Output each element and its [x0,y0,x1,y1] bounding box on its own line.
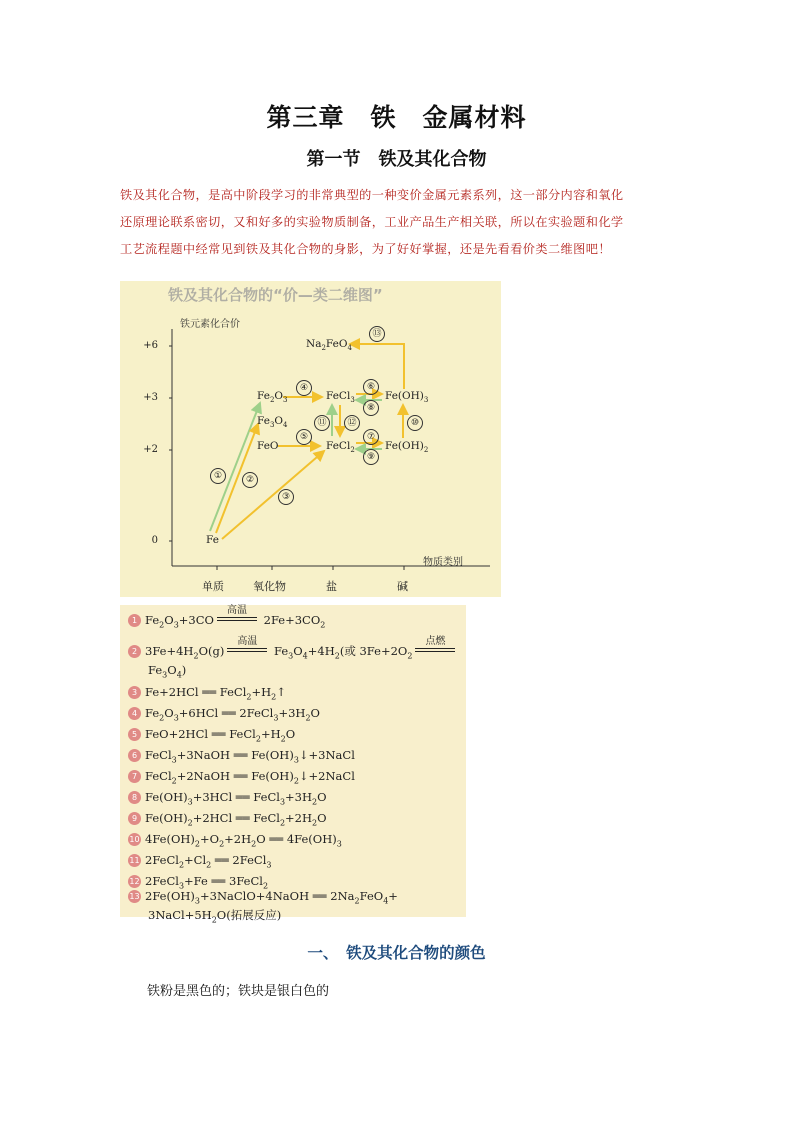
x-tick: 单质 [202,580,224,593]
reaction-number: ① [210,468,226,484]
reaction-number: ⑤ [296,429,312,445]
equation-number-badge: 5 [128,728,141,741]
reaction-condition: 点燃 [415,644,455,658]
species-fe3o4: $Fe_3O_4$ [257,415,288,430]
section-heading: 一、 铁及其化合物的颜色 [307,944,486,962]
species-fecl3: FeCl$_3$ [326,390,355,405]
reaction-number: ⑩ [407,415,423,431]
reaction-number: ⑫ [344,415,360,431]
equation-line: 10 $4Fe(OH)_2+O_2+2H_2O$ ══ $4Fe(OH)_3$ [129,832,342,849]
reaction-number: ② [242,472,258,488]
section-subtitle: 第一节 铁及其化合物 [306,149,487,170]
reaction-number: ⑥ [363,379,379,395]
equation-line: 4 $Fe_2O_3+6HCl$ ══ $2FeCl_3+3H_2O$ [128,706,320,722]
equation-line: 13 $2Fe(OH)_3+3NaClO+4NaOH$ ══ $2Na_2FeO_4+$ [129,889,398,906]
reaction-number: ⑬ [369,326,385,342]
intro-line: 工艺流程题中经常见到铁及其化合物的身影，为了好好掌握，还是先看看价类二维图吧！ [120,242,611,256]
x-tick: 碱 [397,580,408,593]
y-tick: +3 [143,392,158,403]
intro-line: 还原理论联系密切，又和好多的实验物质制备，工业产品生产相关联，所以在实验题和化学 [120,215,624,229]
reaction-condition: 高温 [227,644,267,658]
species-fe2o3: $Fe_2O_3$ [257,390,288,405]
equations-panel [120,605,466,925]
reaction-number: ⑧ [363,400,379,416]
diagram-title: 铁及其化合物的“价—类二维图” [168,286,383,304]
reaction-number: ④ [296,380,312,396]
species-feoh2: $Fe(OH)_2$ [385,440,429,455]
equation-line: 7 FeCl$_2$+2NaOH ══ $Fe(OH)_2↓+2NaCl$ [128,769,355,785]
x-axis-label: 物质类别 [423,557,463,568]
equation-number-badge: 11 [129,856,140,865]
equation-number-badge: 9 [128,812,141,825]
equation-line: 3 Fe+2HCl ══ $FeCl_2+H_2↑$ [128,685,286,701]
equation-line: 2 $3Fe+4H_2O(g)$ 高温 $Fe_3O_4+4H_2$(或 $3Fe+2O_2$ 点燃 [128,643,458,660]
equation-number-badge: 3 [128,686,141,699]
y-tick: +6 [143,340,158,351]
equation-number-badge: 1 [128,614,141,627]
valence-class-diagram [120,281,501,597]
equation-number-badge: 13 [129,892,140,901]
equation-line: $3NaCl+5H_2O$(拓展反应) [148,908,282,925]
species-fe: Fe [206,534,219,546]
y-tick: +2 [143,444,158,455]
reaction-number: ⑪ [314,415,330,431]
equation-line: 12 2FeCl$_3$+Fe ══ 3FeCl$_2$ [129,874,269,891]
reaction-number: ⑨ [363,449,379,465]
reaction-number: ③ [278,489,294,505]
reaction-condition: 高温 [217,613,257,627]
chapter-title: 第三章 铁 金属材料 [266,103,527,132]
equation-line: 6 FeCl$_3$+3NaOH ══ $Fe(OH)_3↓+3NaCl$ [128,748,355,764]
equation-number-badge: 2 [128,645,141,658]
equation-number-badge: 12 [129,877,140,886]
equation-line: 9 $Fe(OH)_2+2HCl$ ══ $FeCl_2+2H_2O$ [128,811,327,827]
equation-line: $Fe_3O_4$) [148,663,187,680]
intro-line: 铁及其化合物，是高中阶段学习的非常典型的一种变价金属元素系列，这一部分内容和氧化 [120,188,624,202]
equation-line: 8 $Fe(OH)_3+3HCl$ ══ $FeCl_3+3H_2O$ [128,790,327,806]
equation-number-badge: 7 [128,770,141,783]
x-tick: 盐 [326,580,337,593]
species-fecl2: FeCl$_2$ [326,440,355,455]
equation-line: 1 $Fe_2O_3+3CO$ 高温 $2Fe+3CO_2$ [128,613,325,629]
intro-paragraph [120,182,680,263]
x-tick: 氧化物 [253,580,286,593]
species-na2feo4: $Na_2FeO_4$ [306,338,352,353]
species-feoh3: $Fe(OH)_3$ [385,390,429,405]
equation-number-badge: 4 [128,707,141,720]
y-axis-label: 铁元素化合价 [180,319,240,330]
species-feo: FeO [257,440,279,452]
equation-line: 5 FeO+2HCl ══ $FeCl_2+H_2O$ [128,727,295,743]
equation-number-badge: 8 [128,791,141,804]
reaction-number: ⑦ [363,429,379,445]
equation-number-badge: 10 [129,835,140,844]
body-text: 铁粉是黑色的；铁块是银白色的 [147,984,330,999]
equation-line: 11 $2FeCl_2+Cl_2$ ══ 2FeCl$_3$ [129,853,272,870]
y-tick: 0 [151,535,158,546]
equation-number-badge: 6 [128,749,141,762]
